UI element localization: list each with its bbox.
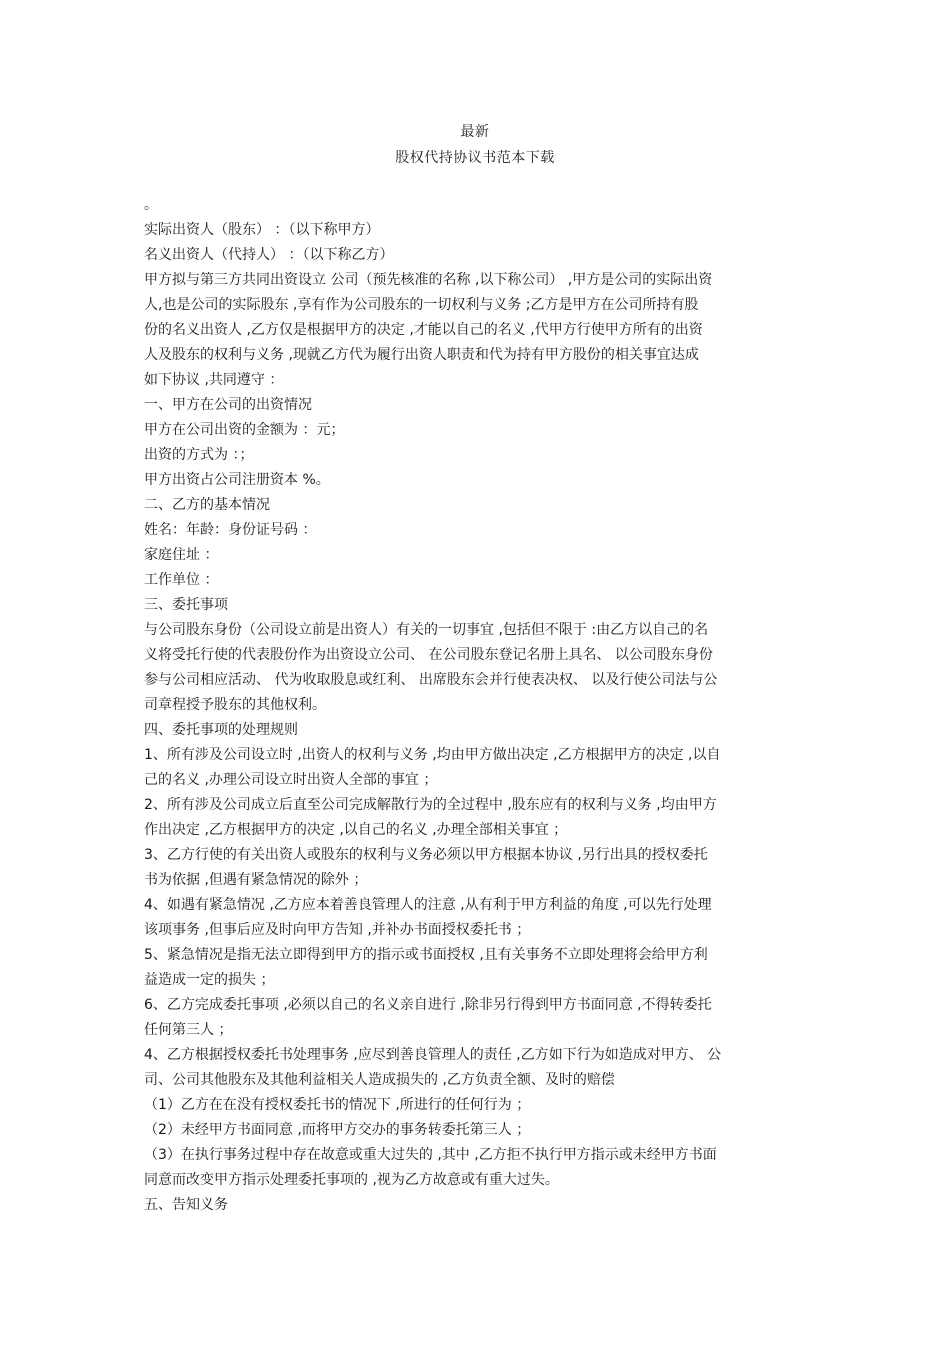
text-line: 益造成一定的损失 ； (144, 972, 275, 988)
text-line: 作出决定 ,乙方根据甲方的决定 ,以自己的名义 ,办理全部相关事宜 ； (144, 822, 568, 838)
text-line: 6、乙方完成委托事项 ,必须以自己的名义亲自进行 ,除非另行得到甲方书面同意 ,不得转委托 (144, 997, 712, 1013)
text-line: （3）在执行事务过程中存在故意或重大过失的 ,其中 ,乙方拒不执行甲方指示或未经甲方书面 (144, 1147, 717, 1163)
text-line: 该项事务 ,但事后应及时向甲方告知 ,并补办书面授权委托书 ； (144, 922, 531, 938)
text-line: 5、紧急情况是指无法立即得到甲方的指示或书面授权 ,且有关事务不立即处理将会给甲方利 (144, 947, 708, 963)
text-line: 己的名义 ,办理公司设立时出资人全部的事宜 ； (144, 772, 438, 788)
section-heading: 四、委托事项的处理规则 (144, 722, 298, 738)
text-line: 工作单位 ： (144, 572, 219, 588)
text-line: 甲方拟与第三方共同出资设立 公司（预先核准的名称 ,以下称公司） ,甲方是公司的实际出资 (144, 272, 713, 288)
section-heading: 一、甲方在公司的出资情况 (144, 397, 312, 413)
text-line: 4、如遇有紧急情况 ,乙方应本着善良管理人的注意 ,从有利于甲方利益的角度 ,可以先行处理 (144, 897, 712, 913)
text-line: （2）未经甲方书面同意 ,而将甲方交办的事务转委托第三人 ； (144, 1122, 531, 1138)
text-line: 。 (144, 197, 158, 213)
section-heading: 三、委托事项 (144, 597, 228, 613)
text-line: 甲方出资占公司注册资本 %。 (144, 472, 330, 488)
text-line: 姓名：年龄：身份证号码 ： (144, 522, 317, 538)
text-line: 参与公司相应活动、 代为收取股息或红利、 出席股东会并行使表决权、 以及行使公司法与公 (144, 672, 718, 688)
text-line: 人及股东的权利与义务 ,现就乙方代为履行出资人职责和代为持有甲方股份的相关事宜达成 (144, 347, 699, 363)
text-line: 与公司股东身份（公司设立前是出资人）有关的一切事宜 ,包括但不限于 :由乙方以自己的名 (144, 622, 709, 638)
text-line: 2、所有涉及公司成立后直至公司完成解散行为的全过程中 ,股东应有的权利与义务 ,均由甲方 (144, 797, 717, 813)
text-line: 名义出资人（代持人） ：（以下称乙方） (144, 247, 394, 263)
text-line: 司章程授予股东的其他权利。 (144, 697, 326, 713)
document-body (144, 193, 814, 1218)
text-line: 书为依据 ,但遇有紧急情况的除外 ； (144, 872, 368, 888)
text-line: （1）乙方在在没有授权委托书的情况下 ,所进行的任何行为 ； (144, 1097, 531, 1113)
text-line: 义将受托行使的代表股份作为出资设立公司、 在公司股东登记名册上具名、 以公司股东身份 (144, 647, 713, 663)
section-heading: 五、告知义务 (144, 1197, 228, 1213)
text-line: 司、公司其他股东及其他利益相关人造成损失的 ,乙方负责全额、及时的赔偿 (144, 1072, 615, 1088)
text-line: 4、乙方根据授权委托书处理事务 ,应尽到善良管理人的责任 ,乙方如下行为如造成对甲方、 公 (144, 1047, 722, 1063)
section-heading: 二、乙方的基本情况 (144, 497, 270, 513)
text-line: 人,也是公司的实际股东 ,享有作为公司股东的一切权利与义务 ;乙方是甲方在公司所持有股 (144, 297, 699, 313)
text-line: 1、所有涉及公司设立时 ,出资人的权利与义务 ,均由甲方做出决定 ,乙方根据甲方的决定 ,以自 (144, 747, 721, 763)
header-label: 最新 (460, 124, 490, 140)
text-line: 份的名义出资人 ,乙方仅是根据甲方的决定 ,才能以自己的名义 ,代甲方行使甲方所有的出资 (144, 322, 703, 338)
text-line: 如下协议 ,共同遵守 ： (144, 372, 284, 388)
text-line: 出资的方式为 ：； (144, 447, 254, 463)
document-header (0, 120, 950, 170)
text-line: 同意而改变甲方指示处理委托事项的 ,视为乙方故意或有重大过失。 (144, 1172, 559, 1188)
text-line: 甲方在公司出资的金额为 ：元； (144, 422, 345, 438)
text-line: 实际出资人（股东） ：（以下称甲方） (144, 222, 380, 238)
text-line: 任何第三人 ； (144, 1022, 233, 1038)
text-line: 3、乙方行使的有关出资人或股东的权利与义务必须以甲方根据本协议 ,另行出具的授权委托 (144, 847, 708, 863)
text-line: 家庭住址 ： (144, 547, 219, 563)
document-title: 股权代持协议书范本下载 (395, 150, 555, 166)
